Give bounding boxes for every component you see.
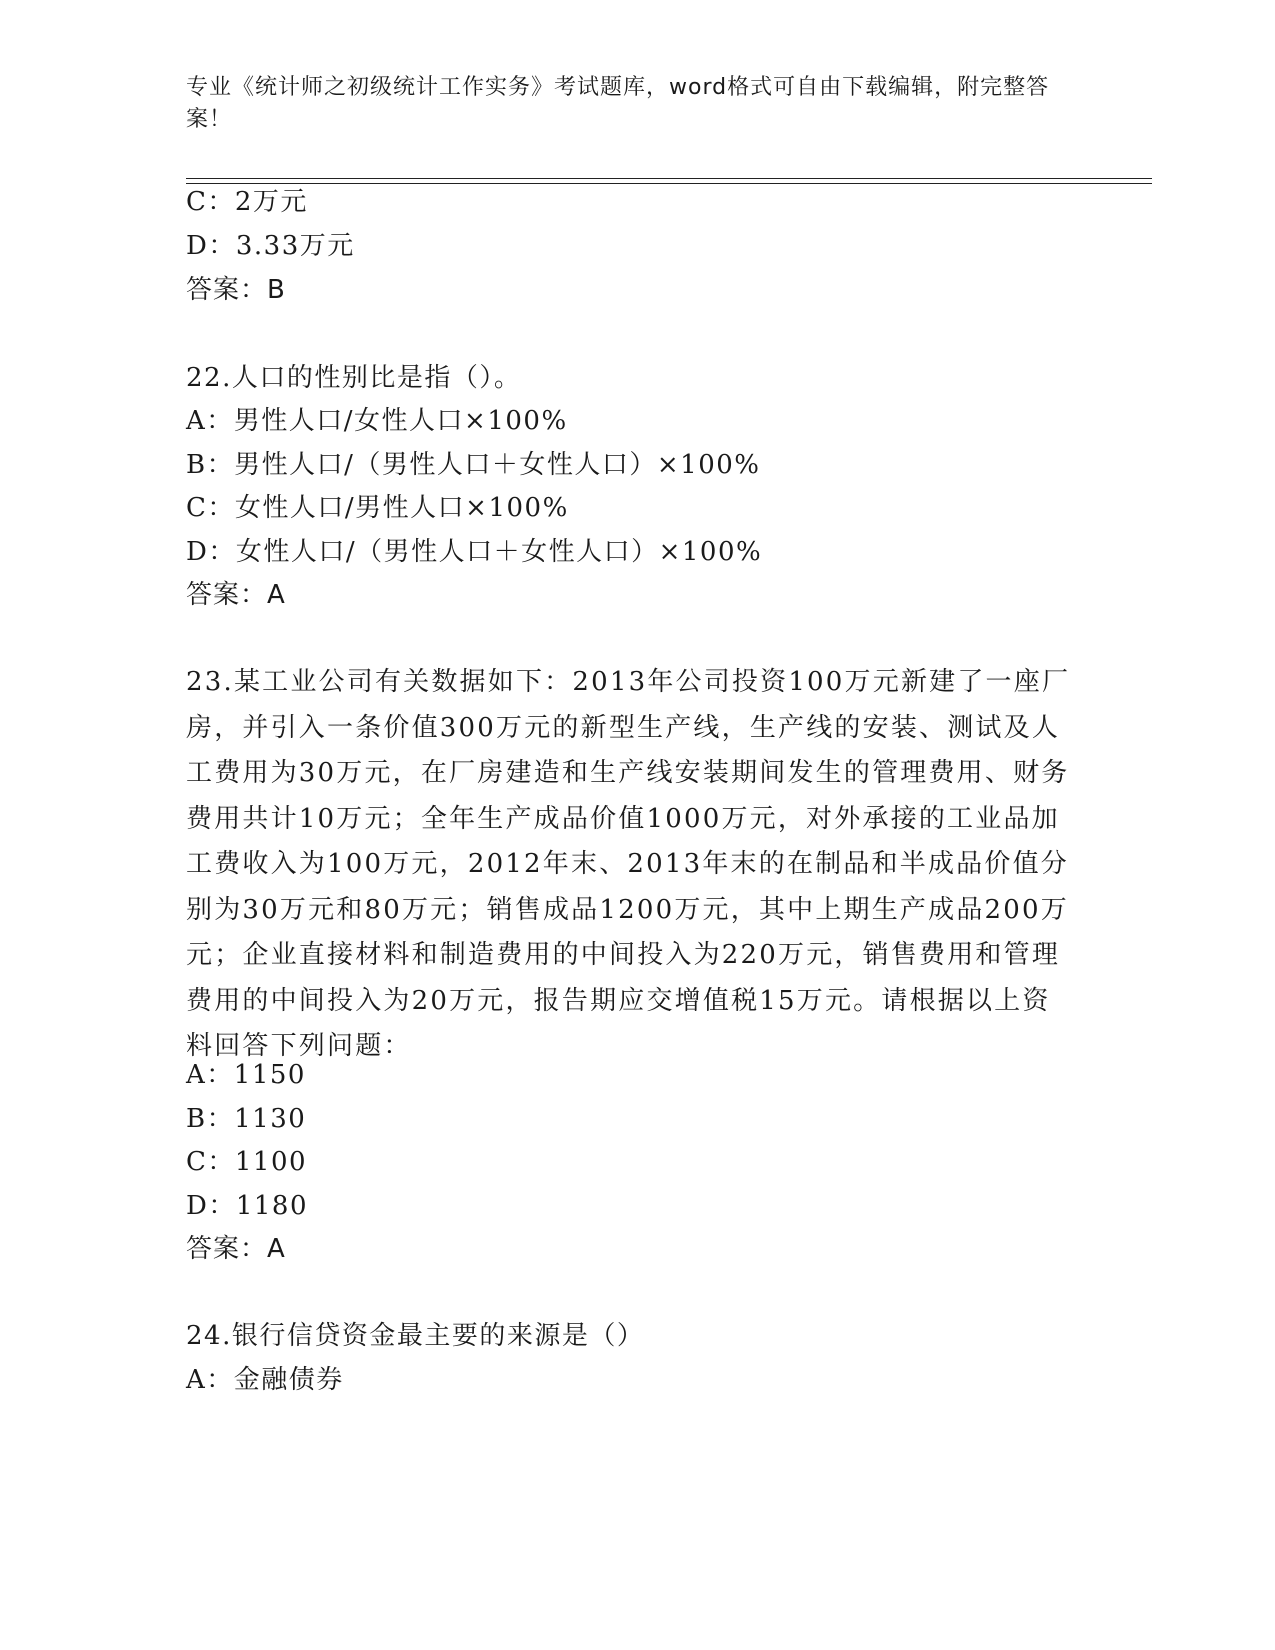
q22-option-b: B：男性人口/（男性人口＋女性人口）×100%	[186, 450, 761, 480]
q21-answer: 答案：B	[186, 275, 286, 305]
q23-option-c: C：1100	[186, 1147, 308, 1177]
q23-option-a: A：1150	[186, 1060, 306, 1090]
q22-option-c: C：女性人口/男性人口×100%	[186, 493, 569, 523]
document-header: 专业《统计师之初级统计工作实务》考试题库，word格式可自由下载编辑，附完整答案！	[186, 75, 1050, 132]
q23-question: 23.某工业公司有关数据如下：2013年公司投资100万元新建了一座厂房，并引入一条价值300万元的新型生产线，生产线的安装、测试及人工费用为30万元，在厂房建造和生产线安装期间发生的管理费用、财务费用共计10万元；全年生产成品价值1000万元，对外承接的工业品加工费收入为100万元，2012年末、2013年末的在制品和半成品价值分别为30万元和80万元；销售成品1200万元，其中上期生产成品200万元；企业直接材料和制造费用的中间投入为220万元，销售费用和管理费用的中间投入为20万元，报告期应交增值税15万元。请根据以上资料回答下列问题：	[186, 667, 1071, 1061]
q22-answer: 答案：A	[186, 580, 286, 610]
q22-option-d: D：女性人口/（男性人口＋女性人口）×100%	[186, 537, 763, 567]
q24-question: 24.银行信贷资金最主要的来源是（）	[186, 1321, 645, 1351]
header-divider-top	[186, 178, 1152, 179]
q21-option-c: C：2万元	[186, 187, 308, 217]
q24-option-a: A：金融债券	[186, 1365, 344, 1395]
q21-option-d: D：3.33万元	[186, 231, 355, 261]
q23-answer: 答案：A	[186, 1234, 286, 1264]
q23-option-d: D：1180	[186, 1191, 309, 1221]
q22-option-a: A：男性人口/女性人口×100%	[186, 406, 568, 436]
header-divider-bottom	[186, 183, 1152, 184]
q22-question: 22.人口的性别比是指（）。	[186, 363, 522, 393]
q23-option-b: B：1130	[186, 1104, 307, 1134]
